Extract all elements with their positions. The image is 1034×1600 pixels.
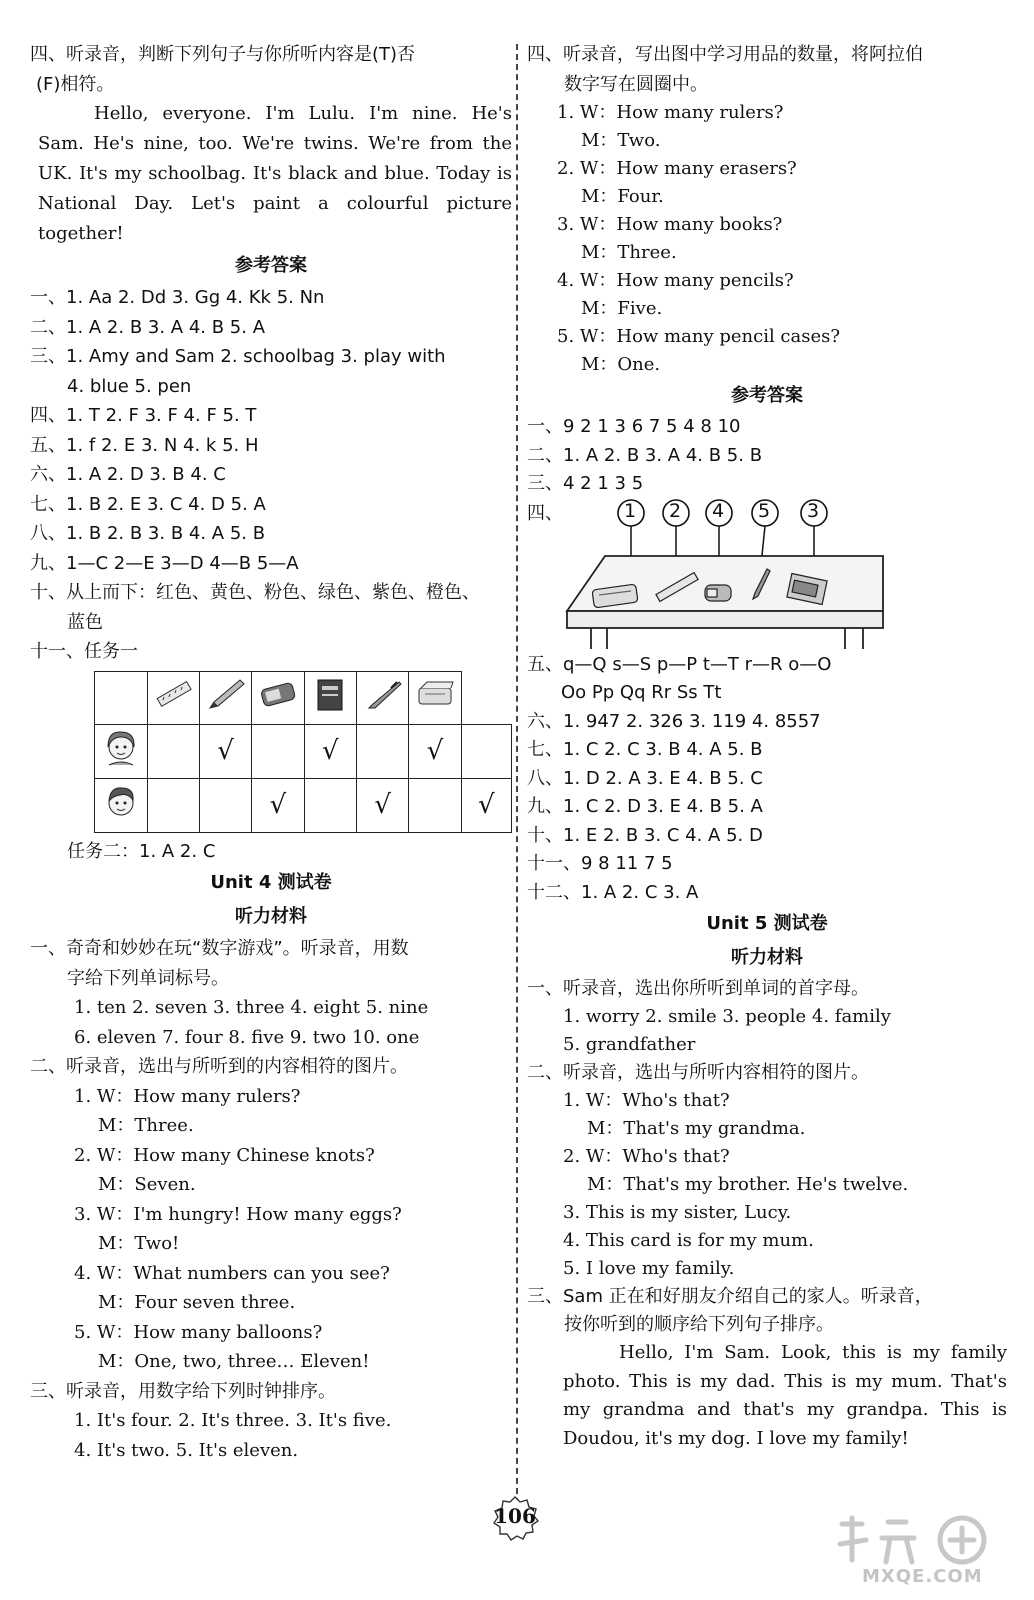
table-row bbox=[95, 724, 512, 778]
u4-q3-line: 1. It's four. 2. It's three. 3. It's five. bbox=[74, 1410, 392, 1431]
dialogue-line: M：Three. bbox=[98, 1115, 194, 1136]
table-cell bbox=[147, 724, 199, 778]
dialogue-line: 1. W：How many rulers? bbox=[74, 1085, 301, 1107]
dialogue-line: M：One, two, three… Eleven! bbox=[98, 1351, 370, 1372]
u5-q3-heading-cont: 按你听到的顺序给下列句子排序。 bbox=[564, 1314, 834, 1335]
answer-line: 十、从上而下：红色、黄色、粉色、绿色、紫色、橙色、 bbox=[30, 582, 480, 603]
table-cell: √ bbox=[304, 724, 356, 778]
q4-passage: Hello, everyone. I'm Lulu. I'm nine. He's Sam. He's nine, too. We're twins. We're from the UK. It's my schoolbag. It's black and blue. Today is National Day. Let's paint a colourful picture together! bbox=[38, 103, 512, 244]
dialogue-line: 4. W：What numbers can you see? bbox=[74, 1262, 390, 1284]
answer-line: 九、1. C 2. D 3. E 4. B 5. A bbox=[527, 796, 763, 817]
dialogue-line: 5. W：How many pencil cases? bbox=[557, 326, 841, 347]
dialogue-line: 5. W：How many balloons? bbox=[74, 1321, 323, 1343]
circle-number: 5 bbox=[758, 499, 771, 522]
dialogue-line: 3. This is my sister, Lucy. bbox=[563, 1202, 792, 1223]
u4-q3-line: 4. It's two. 5. It's eleven. bbox=[74, 1439, 299, 1461]
answer-line: 十二、1. A 2. C 3. A bbox=[527, 881, 699, 903]
unit5-title: Unit 5 测试卷 bbox=[706, 913, 828, 934]
watermark-text: MXQE.COM bbox=[862, 1566, 983, 1587]
circle-number: 4 bbox=[712, 499, 725, 522]
answer-line: 蓝色 bbox=[67, 611, 103, 633]
dialogue-line: 4. W：How many pencils? bbox=[557, 270, 794, 291]
answer-line: 七、1. C 2. C 3. B 4. A 5. B bbox=[527, 739, 763, 760]
answer-line: 十一、9 8 11 7 5 bbox=[527, 853, 673, 874]
answer-line: 十一、任务一 bbox=[30, 641, 138, 662]
table-cell: √ bbox=[409, 724, 461, 778]
dialogue-line: 3. W：How many books? bbox=[557, 214, 783, 235]
answer-line: 四、1. T 2. F 3. F 4. F 5. T bbox=[30, 405, 257, 426]
dialogue-line: M：Seven. bbox=[98, 1174, 196, 1195]
dialogue-line: M：One. bbox=[581, 354, 661, 375]
page-number bbox=[491, 1494, 539, 1542]
pencil-case-icon bbox=[409, 671, 461, 724]
answer-line: 4. blue 5. pen bbox=[67, 375, 192, 397]
answer-line: 九、1—C 2—E 3—D 4—B 5—A bbox=[30, 552, 299, 574]
table-cell bbox=[304, 778, 356, 832]
task2-answer: 任务二：1. A 2. C bbox=[67, 840, 216, 862]
table-cell: √ bbox=[252, 778, 304, 832]
listening-title: 听力材料 bbox=[731, 947, 803, 968]
dialogue-line: M：Three. bbox=[581, 242, 677, 263]
answer-line: 六、1. A 2. D 3. B 4. C bbox=[30, 464, 226, 485]
dialogue-line: 1. W：Who's that? bbox=[563, 1090, 730, 1111]
q4-heading-cont: (F)相符。 bbox=[36, 73, 115, 95]
answer-line: 三、1. Amy and Sam 2. schoolbag 3. play with bbox=[30, 346, 446, 367]
u5-q1-line: 1. worry 2. smile 3. people 4. family bbox=[563, 1006, 891, 1027]
circle-number: 3 bbox=[807, 499, 820, 522]
table-cell bbox=[409, 778, 461, 832]
q4-heading: 四、听录音，判断下列句子与你所听内容是(T)否 bbox=[30, 44, 416, 65]
dialogue-line: 2. W：How many erasers? bbox=[557, 158, 797, 179]
page-number-text: 106 bbox=[494, 1504, 536, 1528]
left-column bbox=[30, 40, 512, 1465]
u5-q2-heading: 二、听录音，选出与所听内容相符的图片。 bbox=[527, 1062, 869, 1083]
dialogue-line: 3. W：I'm hungry! How many eggs? bbox=[74, 1203, 402, 1225]
answer-line: 一、9 2 1 3 6 7 5 4 8 10 bbox=[527, 416, 741, 437]
r-q4-heading-cont: 数字写在圆圈中。 bbox=[564, 73, 708, 95]
dialogue-line: 2. W：How many Chinese knots? bbox=[74, 1144, 375, 1166]
answer-line: 七、1. B 2. E 3. C 4. D 5. A bbox=[30, 493, 266, 515]
answer-line: 二、1. A 2. B 3. A 4. B 5. B bbox=[527, 444, 763, 466]
answer-line: 一、1. Aa 2. Dd 3. Gg 4. Kk 5. Nn bbox=[30, 287, 325, 308]
answer-line: 八、1. D 2. A 3. E 4. B 5. C bbox=[527, 767, 763, 789]
column-divider bbox=[516, 44, 518, 1514]
u5-q1-heading: 一、听录音，选出你所听到单词的首字母。 bbox=[527, 978, 869, 999]
u4-q3-heading: 三、听录音，用数字给下列时钟排序。 bbox=[30, 1380, 336, 1402]
circle-number: 2 bbox=[669, 499, 682, 522]
u4-q2-heading: 二、听录音，选出与所听到的内容相符的图片。 bbox=[30, 1056, 408, 1077]
dialogue-line: 2. W：Who's that? bbox=[563, 1146, 730, 1167]
answers-title: 参考答案 bbox=[235, 255, 307, 276]
dialogue-line: M：That's my brother. He's twelve. bbox=[587, 1174, 909, 1195]
dialogue-line: M：That's my grandma. bbox=[587, 1118, 806, 1139]
u4-q1-line: 1. ten 2. seven 3. three 4. eight 5. nine bbox=[74, 997, 429, 1018]
q4-label: 四、 bbox=[527, 502, 563, 524]
task-table bbox=[94, 671, 512, 833]
u4-q1-heading: 一、奇奇和妙妙在玩“数字游戏”。听录音，用数 bbox=[30, 938, 409, 959]
girl-avatar-icon bbox=[95, 724, 148, 778]
answer-line: 三、4 2 1 3 5 bbox=[527, 473, 644, 494]
answers-list bbox=[30, 283, 512, 667]
dialogue-line: 5. I love my family. bbox=[563, 1258, 735, 1279]
table-cell bbox=[461, 724, 511, 778]
watermark bbox=[822, 1510, 1022, 1590]
dialogue-line: M：Four seven three. bbox=[98, 1292, 296, 1313]
unit4-title: Unit 4 测试卷 bbox=[210, 872, 332, 893]
book-icon bbox=[304, 671, 356, 724]
dialogue-line: M：Two. bbox=[581, 130, 661, 151]
table-row bbox=[95, 778, 512, 832]
answer-line: 八、1. B 2. B 3. B 4. A 5. B bbox=[30, 523, 266, 544]
u5-q3-heading: 三、Sam 正在和好朋友介绍自己的家人。听录音， bbox=[527, 1286, 933, 1307]
answer-line: 五、1. f 2. E 3. N 4. k 5. H bbox=[30, 434, 259, 456]
eraser-icon bbox=[252, 671, 304, 724]
dialogue-line: 4. This card is for my mum. bbox=[563, 1230, 814, 1251]
answer-line: 二、1. A 2. B 3. A 4. B 5. A bbox=[30, 316, 266, 338]
ruler-icon bbox=[147, 671, 199, 724]
table-header-row bbox=[95, 671, 512, 724]
u5-q1-line: 5. grandfather bbox=[563, 1034, 696, 1055]
pen-icon bbox=[356, 671, 408, 724]
table-cell: √ bbox=[461, 778, 511, 832]
listening-title: 听力材料 bbox=[235, 906, 307, 927]
table-cell bbox=[199, 778, 251, 832]
table-cell bbox=[147, 778, 199, 832]
dialogue-line: 1. W：How many rulers? bbox=[557, 102, 784, 123]
answer-line: 十、1. E 2. B 3. C 4. A 5. D bbox=[527, 824, 763, 846]
dialogue-line: M：Four. bbox=[581, 186, 664, 207]
dialogue-line: M：Two! bbox=[98, 1233, 180, 1254]
table-cell: √ bbox=[356, 778, 408, 832]
answers-title: 参考答案 bbox=[731, 385, 803, 406]
answer-line: 六、1. 947 2. 326 3. 119 4. 8557 bbox=[527, 710, 821, 732]
boy-avatar-icon bbox=[95, 778, 148, 832]
right-column bbox=[527, 40, 1007, 1453]
table-cell bbox=[252, 724, 304, 778]
circle-number: 1 bbox=[624, 499, 637, 522]
pencil-icon bbox=[199, 671, 251, 724]
desk-figure bbox=[527, 499, 1007, 651]
answer-line: Oo Pp Qq Rr Ss Tt bbox=[561, 682, 722, 703]
table-cell bbox=[356, 724, 408, 778]
u4-q1-line: 6. eleven 7. four 8. five 9. two 10. one bbox=[74, 1026, 420, 1048]
table-cell: √ bbox=[199, 724, 251, 778]
r-q4-heading: 四、听录音，写出图中学习用品的数量，将阿拉伯 bbox=[527, 44, 923, 65]
u5-q3-passage: Hello, I'm Sam. Look, this is my family photo. This is my dad. This is my mum. That's my grandma and that's my grandpa. This is Doudou, it's my dog. I love my family! bbox=[563, 1342, 1007, 1449]
u4-q1-heading-cont: 字给下列单词标号。 bbox=[67, 967, 229, 989]
answer-line: 五、q—Q s—S p—P t—T r—R o—O bbox=[527, 653, 832, 675]
table-cell-empty bbox=[95, 671, 148, 724]
dialogue-line: M：Five. bbox=[581, 298, 663, 319]
